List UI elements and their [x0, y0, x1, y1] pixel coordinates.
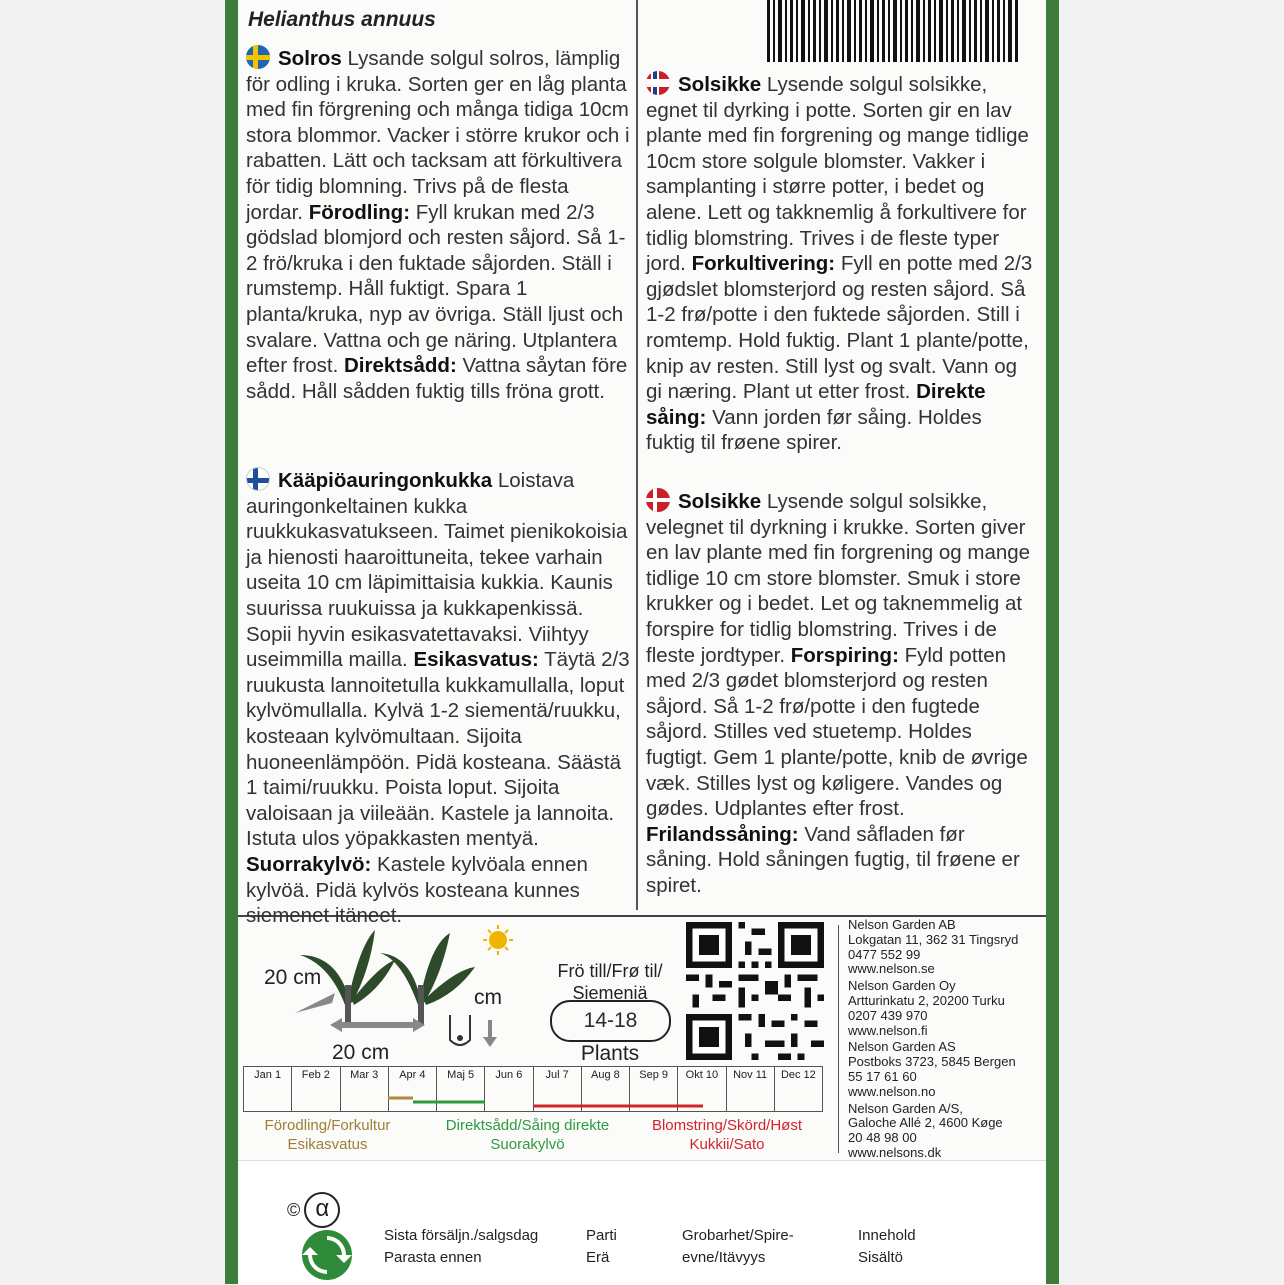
- temperature-label-line-1: Frö till/Frø til/: [557, 961, 663, 981]
- address-line: 0207 439 970: [848, 1007, 928, 1023]
- address-dk: [848, 1102, 1018, 1161]
- dk-title: Solsikke: [678, 490, 762, 513]
- address-line: Nelson Garden A/S,: [848, 1100, 963, 1116]
- right-green-border: [1046, 0, 1059, 1284]
- danish-flag-icon: [646, 488, 670, 512]
- swedish-flag-icon: [246, 45, 270, 69]
- no-heading-2: Direkte såing:: [646, 380, 986, 429]
- calendar-month: Jul 7: [534, 1067, 582, 1111]
- address-line: Artturinkatu 2, 20200 Turku: [848, 992, 1005, 1008]
- qr-code: [686, 922, 824, 1060]
- section-swedish: [246, 45, 630, 404]
- company-addresses: [848, 918, 1018, 1163]
- legend-sow-indoor-line-1: Förodling/Forkultur: [264, 1117, 391, 1134]
- calendar-month: Mar 3: [341, 1067, 389, 1111]
- barcode: [765, 0, 1023, 62]
- no-para-1: Fyll en potte med 2/3 gjødslet blomsterjord og resten såjord. Så 1-2 frø/potte i den fuktede såjorden. Still i romtemp. Hold fuktig. Plant 1 plante/potte, knip av resten. Still lyst og svalt. Vann og gi næring. Plant ut etter frost.: [646, 252, 1033, 404]
- temperature-label-line-2: Siemeniä: [572, 983, 648, 1003]
- dk-para-1: Fyld potten med 2/3 gødet blomsterjord og resten såjord. Så 1-2 frø/potte i den fugtede såjord. Stilles ved stuetemp. Holdes fugtigt. Gem 1 plante/potte, knib de øvrige væk. Stilles lyst og køligere. Vandes og gødes. Udplantes efter frost.: [646, 643, 1028, 821]
- sell-by-label: [384, 1225, 538, 1269]
- fi-heading-1: Esikasvatus:: [413, 648, 539, 672]
- section-norwegian: [646, 71, 1036, 456]
- germination-label: [682, 1225, 794, 1269]
- copyright-symbol: ©: [287, 1200, 301, 1220]
- footer-panel: [238, 1160, 1046, 1285]
- contents-line-2: Sisältö: [858, 1249, 904, 1266]
- calendar-month: Okt 10: [678, 1067, 726, 1111]
- se-heading-2: Direktsådd:: [343, 354, 457, 378]
- calendar-month: Dec 12: [780, 1069, 816, 1081]
- legend-bloom-line-2: Kukkii/Sato: [689, 1136, 765, 1153]
- left-green-border: [225, 0, 238, 1284]
- legend-bloom-line-1: Blomstring/Skörd/Høst: [651, 1117, 803, 1134]
- dk-heading-1: Forspiring:: [790, 643, 899, 667]
- legend-sow-indoor: [250, 1116, 405, 1154]
- address-fi: [848, 979, 1018, 1038]
- spacing-width: 20 cm: [332, 1041, 390, 1064]
- address-line: Nelson Garden AB: [848, 917, 956, 932]
- dk-heading-2: Frilandssåning:: [646, 822, 799, 846]
- calendar-month: Nov 11: [727, 1067, 775, 1111]
- calendar-month: Maj 5: [437, 1067, 485, 1111]
- calendar-month: Sep 9: [630, 1067, 678, 1111]
- recycling-icon: [302, 1230, 352, 1280]
- address-line: www.nelsons.dk: [848, 1144, 942, 1160]
- calendar-bars: [243, 1094, 823, 1110]
- plants-label: Plants: [580, 1042, 640, 1065]
- address-line: Nelson Garden Oy: [848, 978, 956, 994]
- legend-sow-indoor-line-2: Esikasvatus: [287, 1136, 368, 1153]
- address-line: www.nelson.no: [848, 1083, 936, 1099]
- calendar-month: Aug 8: [582, 1067, 630, 1111]
- fi-title: Kääpiöauringonkukka: [278, 469, 493, 492]
- alpha-logo: [287, 1190, 340, 1228]
- se-para-1: Fyll krukan med 2/3 gödslad blomjord och resten såjord. Så 1-2 frö/kruka i den fuktade såjorden. Ställ i rumstemp. Håll fuktigt. Spara 1 planta/kruka, nyp av övriga. Ställ ljust och svalare. Vattna och ge näring. Utplantera efter frost.: [246, 200, 626, 378]
- batch-label: [586, 1225, 617, 1269]
- no-body: Lysende solgul solsikke, egnet til dyrking i potte. Sorten gir en lav plante med fin forgrening og mange tidlige 10cm store solgule blomster. Vakker i samplanting i større potter, i bedet og alene. Lett og takknemlig å forkultivere for tidlig blomstring. Trives i de fleste typer jord.: [646, 73, 1029, 276]
- address-no: [848, 1040, 1018, 1099]
- se-para-2: Vattna såytan före sådd. Håll sådden fuktig tills fröna grott.: [246, 354, 628, 403]
- address-line: Galoche Allé 2, 4600 Køge: [848, 1115, 1003, 1131]
- address-line: Lokgatan 11, 362 31 Tingsryd: [848, 931, 1019, 947]
- sell-by-line-2: Parasta ennen: [384, 1249, 482, 1266]
- calendar-month: Jun 6: [485, 1067, 533, 1111]
- address-line: Postboks 3723, 5845 Bergen: [848, 1054, 1016, 1070]
- temperature-label: [540, 960, 680, 1004]
- alpha-symbol: α: [304, 1192, 340, 1228]
- dk-body: Lysende solgul solsikke, velegnet til dyrkning i krukke. Sorten giver en lav plante med fin forgrening og mange tidlige 10 cm store blomster. Smuk i store krukker og i bedet. Let og taknemmelig at forspire for tidlig blomstring. Trives i de fleste jordtyper.: [646, 490, 1031, 667]
- legend-bloom: [638, 1116, 816, 1154]
- address-line: Nelson Garden AS: [848, 1039, 956, 1055]
- address-divider: [838, 925, 839, 1153]
- column-divider: [636, 0, 638, 910]
- legend-direct-sow-line-2: Suorakylvö: [490, 1136, 565, 1153]
- germination-line-2: evne/Itävyys: [682, 1249, 766, 1266]
- fi-para-1: Täytä 2/3 ruukusta lannoitetulla kukkamullalla, loput kylvömullalla. Kylvä 1-2 siementä/ruukku, kosteaan kylvömultaan. Sijoita huoneenlämpöön. Pidä kosteana. Säästä 1 taimi/ruukku. Poista loput. Sijoita valoisaan ja viileään. Kastele ja lannoita. Istuta ulos yöpakkasten mentyä.: [246, 648, 630, 851]
- address-line: 0477 552 99: [848, 946, 921, 962]
- sell-by-line-1: Sista försäljn./salgsdag: [384, 1227, 539, 1244]
- temperature-range: 14-18: [550, 1000, 671, 1042]
- batch-line-1: Parti: [586, 1227, 617, 1244]
- fi-heading-2: Suorrakylvö:: [246, 852, 372, 876]
- contents-line-1: Innehold: [858, 1227, 916, 1244]
- se-heading-1: Förodling:: [308, 200, 411, 224]
- no-title: Solsikke: [678, 73, 762, 96]
- depth-unit: cm: [474, 986, 502, 1009]
- no-heading-1: Forkultivering:: [691, 252, 836, 276]
- calendar-month: Feb 2: [292, 1067, 340, 1111]
- dk-para-2: Vand såfladen før såning. Hold såningen fugtig, til frøene er spiret.: [646, 822, 1020, 897]
- norwegian-flag-icon: [646, 71, 670, 95]
- calendar-month: Jan 1: [244, 1067, 292, 1111]
- address-line: www.nelson.se: [848, 961, 935, 977]
- calendar-month: Apr 4: [389, 1067, 437, 1111]
- legend-direct-sow: [430, 1116, 625, 1154]
- finnish-flag-icon: [246, 467, 270, 491]
- address-line: 20 48 98 00: [848, 1130, 917, 1146]
- se-title: Solros: [278, 47, 342, 70]
- legend-direct-sow-line-1: Direktsådd/Såing direkte: [445, 1117, 610, 1134]
- spacing-height: 20 cm: [264, 966, 322, 989]
- latin-name: Helianthus annuus: [248, 8, 436, 31]
- contents-label: [858, 1225, 916, 1269]
- germination-line-1: Grobarhet/Spire-: [682, 1227, 794, 1244]
- section-danish: [646, 488, 1036, 899]
- address-se: [848, 918, 1018, 977]
- fi-para-2: Kastele kylvöala ennen kylvöä. Pidä kylvös kosteana kunnes siemenet itäneet.: [246, 852, 588, 928]
- fi-body: Loistava auringonkeltainen kukka ruukkukasvatukseen. Taimet pienikokoisia ja hienosti haaroittuneita, tekee varhain useita 10 cm läpimittaisia kukkia. Kaunis suurissa ruukuissa ja kukkapenkissä. Sopii hyvin esikasvatettavaksi. Viihtyy useimmilla mailla.: [246, 469, 628, 672]
- address-line: 55 17 61 60: [848, 1068, 917, 1084]
- address-line: www.nelson.fi: [848, 1022, 928, 1038]
- no-para-2: Vann jorden før såing. Holdes fuktig til frøene spirer.: [646, 405, 982, 455]
- batch-line-2: Erä: [586, 1249, 610, 1266]
- se-body: Lysande solgul solros, lämplig för odling i kruka. Sorten ger en låg planta med fin förgrening och många tidiga 10cm stora blommor. Vacker i större krukor och i rabatten. Lätt och tacksam att förkultivera för tidig blomning. Trivs på de flesta jordar.: [246, 47, 630, 224]
- section-finnish: [246, 467, 630, 929]
